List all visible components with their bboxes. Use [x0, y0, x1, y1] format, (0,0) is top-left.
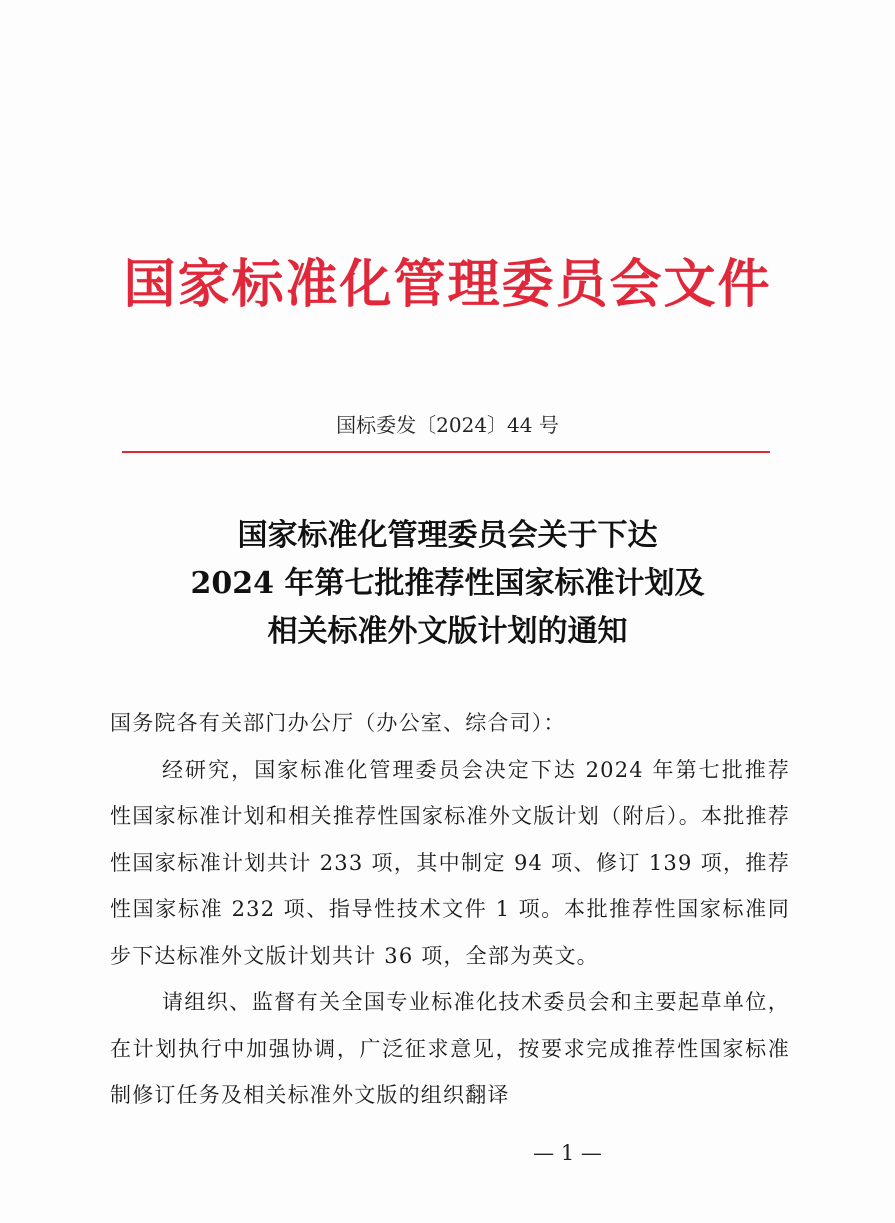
page-number: — 1 — — [533, 1141, 602, 1165]
notice-title-line-2: 2024 年第七批推荐性国家标准计划及 — [190, 566, 705, 601]
issuing-organization-title: 国家标准化管理委员会文件 — [123, 255, 772, 315]
notice-body — [110, 700, 790, 1119]
body-paragraph-1: 经研究，国家标准化管理委员会决定下达 2024 年第七批推荐性国家标准计划和相关推荐性国家标准外文版计划（附后）。本批推荐性国家标准计划共计 233 项，其中制定 94 项、修订 139 项，推荐性国家标准 232 项、指导性技术文件 1 项。本批推荐性国家标准同步下达标准外文版计划共计 36 项，全部为英文。 — [110, 757, 790, 968]
red-divider-line — [122, 451, 770, 453]
body-paragraph-2: 请组织、监督有关全国专业标准化技术委员会和主要起草单位，在计划执行中加强协调，广泛征求意见，按要求完成推荐性国家标准制修订任务及相关标准外文版的组织翻译 — [110, 990, 790, 1107]
notice-title — [0, 512, 895, 656]
notice-title-line-1: 国家标准化管理委员会关于下达 — [237, 518, 658, 553]
notice-title-line-3: 相关标准外文版计划的通知 — [267, 614, 628, 649]
document-number: 国标委发〔2024〕44 号 — [336, 413, 559, 437]
salutation: 国务院各有关部门办公厅（办公室、综合司）： — [110, 711, 566, 735]
